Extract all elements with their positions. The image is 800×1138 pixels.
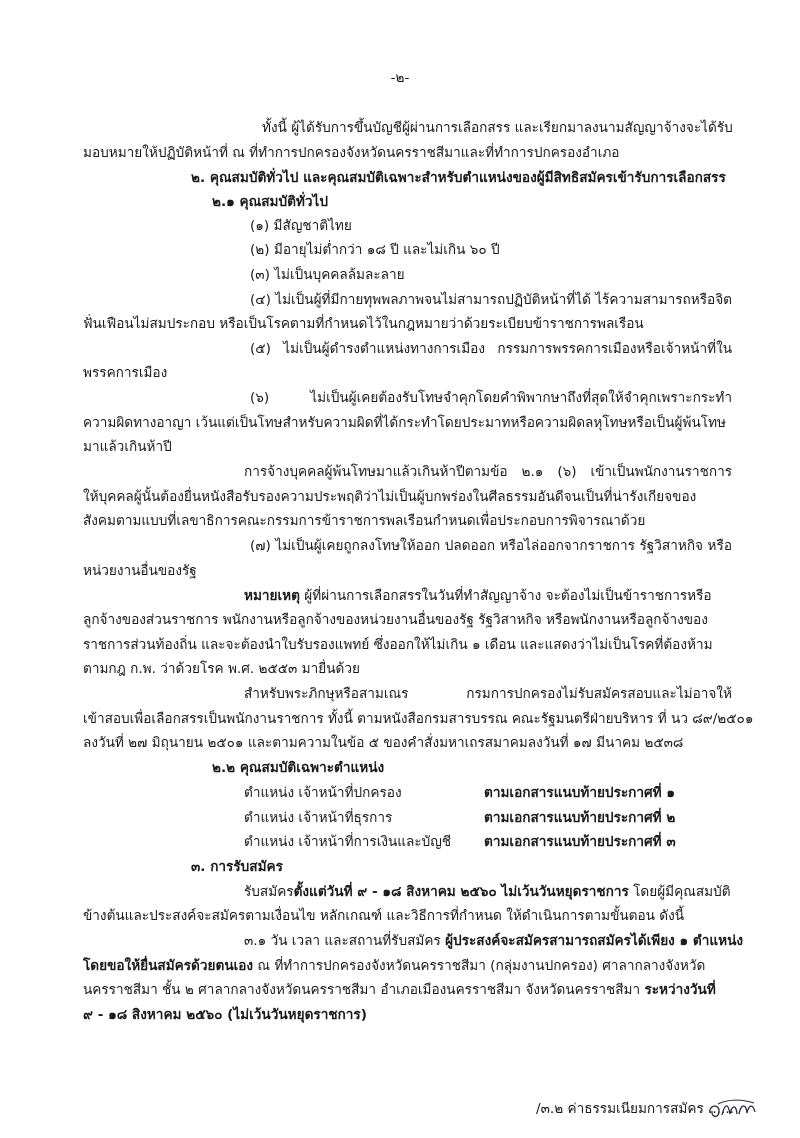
position-ref-1: ตามเอกสารแนบท้ายประกาศที่ ๑ bbox=[484, 785, 675, 801]
section-3-line-1-a: รับสมัคร bbox=[244, 884, 294, 900]
qualification-item-5-line-1: (๕) ไม่เป็นผู้ดำรงตำแหน่งทางการเมือง กรรมการพรรคการเมืองหรือเจ้าหน้าที่ใน bbox=[250, 341, 732, 357]
section-3-1-line-2 bbox=[83, 956, 705, 976]
note-line-1 bbox=[244, 586, 712, 606]
note-line-3: ราชการส่วนท้องถิ่น และจะต้องนำใบรับรองแพทย์ ซึ่งออกให้ไม่เกิน ๑ เดือน และแสดงว่าไม่เป็นโรคที่ต้องห้าม bbox=[83, 637, 713, 653]
next-page-continuation: /๓.๒ ค่าธรรมเนียมการสมัคร ...... bbox=[536, 1101, 734, 1117]
handwritten-initials-signature bbox=[706, 1095, 758, 1123]
position-name-2: ตำแหน่ง เจ้าหน้าที่ธุรการ bbox=[244, 810, 393, 826]
monk-note-line-1: สำหรับพระภิกษุหรือสามเณร กรมการปกครองไม่รับสมัครสอบและไม่อาจให้ bbox=[244, 686, 732, 702]
qualification-item-7-line-2: หน่วยงานอื่นของรัฐ bbox=[83, 563, 197, 579]
section-3-1-line-3-b: ระหว่างวันที่ bbox=[644, 982, 716, 998]
position-name-1: ตำแหน่ง เจ้าหน้าที่ปกครอง bbox=[244, 785, 402, 801]
hire-note-line-2: ให้บุคคลผู้นั้นต้องยื่นหนังสือรับรองความประพฤติว่าไม่เป็นผู้บกพร่องในศีลธรรมอันดีจนเป็นที่น่ารังเกียจของ bbox=[83, 489, 697, 505]
section-2-1-heading: ๒.๑ คุณสมบัติทั่วไป bbox=[212, 194, 328, 210]
section-3-1-line-2-b: ณ ที่ทำการปกครองจังหวัดนครราชสีมา (กลุ่มงานปกครอง) ศาลากลางจังหวัด bbox=[253, 958, 706, 974]
section-3-1-line-4: ๙ - ๑๘ สิงหาคม ๒๕๖๐ (ไม่เว้นวันหยุดราชการ) bbox=[83, 1007, 367, 1023]
intro-line-1: ทั้งนี้ ผู้ได้รับการขึ้นบัญชีผู้ผ่านการเลือกสรร และเรียกมาลงนามสัญญาจ้างจะได้รับ bbox=[262, 120, 733, 136]
note-text: ผู้ที่ผ่านการเลือกสรรในวันที่ทำสัญญาจ้าง จะต้องไม่เป็นข้าราชการหรือ bbox=[304, 588, 712, 604]
qualification-item-4-line-2: ฟั่นเฟือนไม่สมประกอบ หรือเป็นโรคตามที่กำหนดไว้ในกฎหมายว่าด้วยระเบียบข้าราชการพลเรือน bbox=[83, 316, 644, 332]
intro-line-2: มอบหมายให้ปฏิบัติหน้าที่ ณ ที่ทำการปกครองจังหวัดนครราชสีมาและที่ทำการปกครองอำเภอ bbox=[83, 145, 620, 161]
note-line-4: ตามกฎ ก.พ. ว่าด้วยโรค พ.ศ. ๒๕๕๓ มายื่นด้วย bbox=[83, 661, 360, 677]
section-3-line-1 bbox=[244, 882, 731, 902]
section-2-heading: ๒. คุณสมบัติทั่วไป และคุณสมบัติเฉพาะสำหรับตำแหน่งของผู้มีสิทธิสมัครเข้ารับการเลือกสรร bbox=[191, 170, 726, 186]
qualification-item-6-line-3: มาแล้วเกินห้าปี bbox=[83, 439, 172, 455]
note-line-2: ลูกจ้างของส่วนราชการ พนักงานหรือลูกจ้างของหน่วยงานอื่นของรัฐ รัฐวิสาหกิจ หรือพนักงานหรือลูกจ้างของ bbox=[83, 612, 708, 628]
application-period: ตั้งแต่วันที่ ๙ - ๑๘ สิงหาคม ๒๕๖๐ ไม่เว้นวันหยุดราชการ bbox=[293, 884, 629, 900]
qualification-item-4-line-1: (๔) ไม่เป็นผู้ที่มีกายทุพพลภาพจนไม่สามารถปฏิบัติหน้าที่ได้ ไร้ความสามารถหรือจิต bbox=[250, 292, 732, 308]
monk-note-line-2: เข้าสอบเพื่อเลือกสรรเป็นพนักงานราชการ ทั้งนี้ ตามหนังสือกรมสารบรรณ คณะรัฐมนตรีฝ่ายบริหาร ที่ นว ๘๙/๒๕๐๑ bbox=[83, 711, 754, 727]
section-3-line-1-c: โดยผู้มีคุณสมบัติ bbox=[628, 884, 731, 900]
section-3-heading: ๓. การรับสมัคร bbox=[191, 859, 283, 875]
section-3-1-line-1 bbox=[244, 931, 743, 951]
position-name-3: ตำแหน่ง เจ้าหน้าที่การเงินและบัญชี bbox=[244, 834, 452, 850]
section-3-1-line-3 bbox=[83, 980, 716, 1000]
position-ref-2: ตามเอกสารแนบท้ายประกาศที่ ๒ bbox=[484, 810, 676, 826]
qualification-item-5-line-2: พรรคการเมือง bbox=[83, 365, 168, 381]
qualification-item-7-line-1: (๗) ไม่เป็นผู้เคยถูกลงโทษให้ออก ปลดออก หรือไล่ออกจากราชการ รัฐวิสาหกิจ หรือ bbox=[250, 538, 732, 554]
qualification-item-6-line-2: ความผิดทางอาญา เว้นแต่เป็นโทษสำหรับความผิดที่ได้กระทำโดยประมาทหรือความผิดลหุโทษหรือเป็นผู้พ้นโทษ bbox=[83, 415, 726, 431]
section-3-1-line-1-a: ๓.๑ วัน เวลา และสถานที่รับสมัคร bbox=[244, 933, 446, 949]
section-3-line-2: ข้างต้นและประสงค์จะสมัครตามเงื่อนไข หลักเกณฑ์ และวิธีการที่กำหนด ให้ดำเนินการตามขั้นตอน ดังนี้ bbox=[83, 908, 685, 924]
position-ref-3: ตามเอกสารแนบท้ายประกาศที่ ๓ bbox=[484, 834, 676, 850]
qualification-item-2: (๒) มีอายุไม่ต่ำกว่า ๑๘ ปี และไม่เกิน ๖๐ ปี bbox=[250, 242, 500, 258]
page-number: -๒- bbox=[390, 70, 410, 86]
qualification-item-1: (๑) มีสัญชาติไทย bbox=[250, 218, 352, 234]
monk-note-line-3: ลงวันที่ ๒๗ มิถุนายน ๒๕๐๑ และตามความในข้อ ๕ ของคำสั่งมหาเถรสมาคมลงวันที่ ๑๗ มีนาคม ๒๕๓๘ bbox=[83, 735, 684, 751]
qualification-item-3: (๓) ไม่เป็นบุคคลล้มละลาย bbox=[250, 267, 405, 283]
qualification-item-6-line-1: (๖) ไม่เป็นผู้เคยต้องรับโทษจำคุกโดยคำพิพากษาถึงที่สุดให้จำคุกเพราะกระทำ bbox=[250, 390, 732, 406]
section-3-1-line-1-b: ผู้ประสงค์จะสมัครสามารถสมัครได้เพียง ๑ ตำแหน่ง bbox=[445, 933, 744, 949]
section-3-1-line-3-a: นครราชสีมา ชั้น ๒ ศาลากลางจังหวัดนครราชสีมา อำเภอเมืองนครราชสีมา จังหวัดนครราชสีมา bbox=[83, 982, 645, 998]
section-3-1-line-2-a: โดยขอให้ยื่นสมัครด้วยตนเอง bbox=[83, 958, 254, 974]
hire-note-line-3: สังคมตามแบบที่เลขาธิการคณะกรรมการข้าราชการพลเรือนกำหนดเพื่อประกอบการพิจารณาด้วย bbox=[83, 513, 646, 529]
hire-note-line-1: การจ้างบุคคลผู้พ้นโทษมาแล้วเกินห้าปีตามข้อ ๒.๑ (๖) เข้าเป็นพนักงานราชการ bbox=[244, 464, 732, 480]
section-2-2-heading: ๒.๒ คุณสมบัติเฉพาะตำแหน่ง bbox=[212, 760, 385, 776]
note-label: หมายเหตุ bbox=[244, 588, 300, 604]
